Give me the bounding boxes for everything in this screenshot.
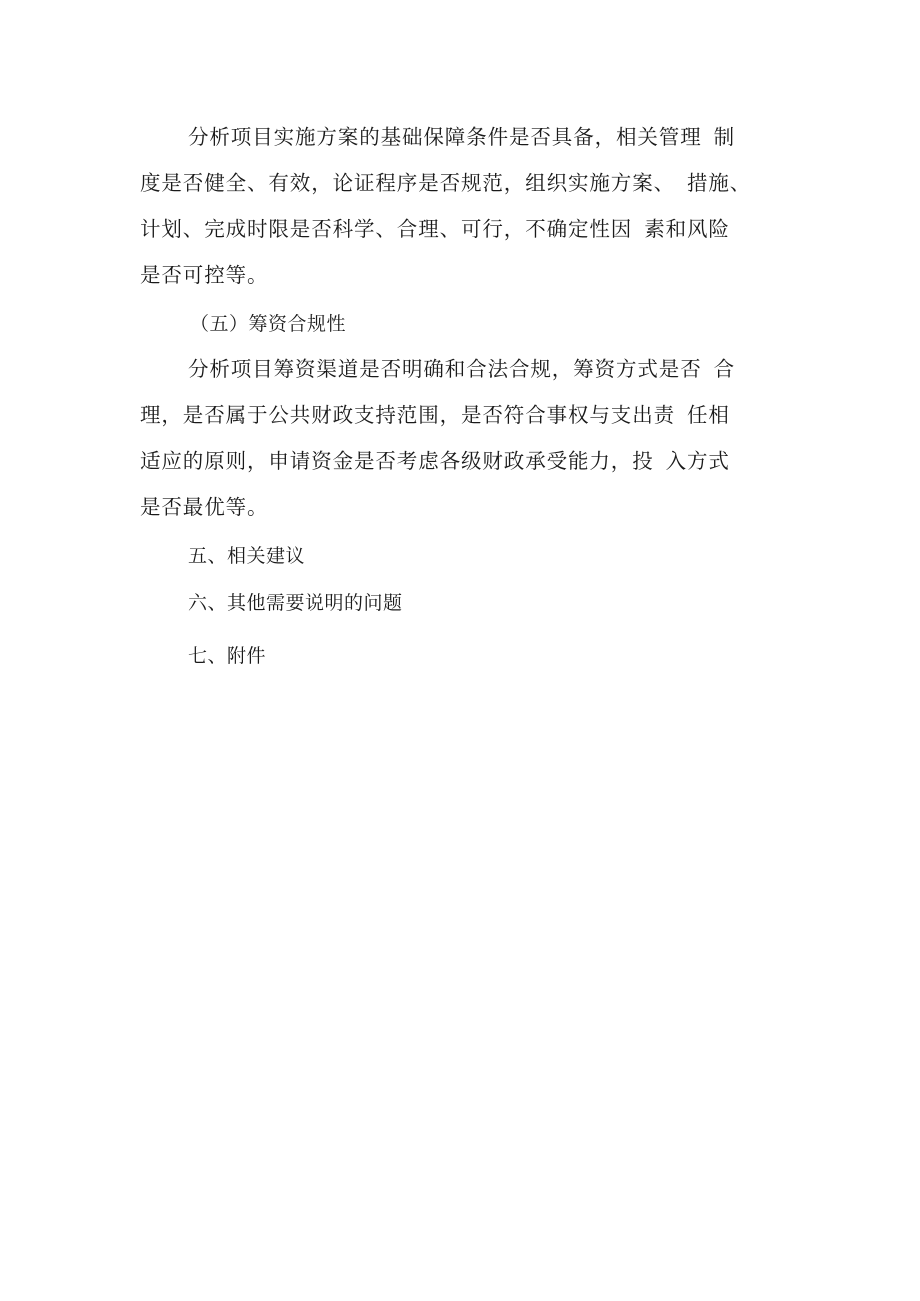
paragraph-line — [140, 213, 800, 245]
paragraph-line — [140, 167, 800, 199]
heading-related-suggestions: 五、相关建议 — [188, 545, 306, 567]
text-segment: 任相 — [687, 403, 730, 427]
paragraph-line — [140, 445, 800, 477]
heading-attachments: 七、附件 — [188, 645, 267, 667]
text-segment: 措施、 — [687, 171, 752, 195]
text-segment: 素和风险 — [644, 217, 730, 241]
paragraph-line — [140, 491, 800, 523]
text-segment: 适应的原则，申请资金是否考虑各级财政承受能力，投 — [140, 449, 654, 473]
text-segment: 分析项目筹资渠道是否明确和合法合规，筹资方式是否 — [188, 357, 702, 381]
paragraph-line — [140, 399, 800, 431]
text-segment: 度是否健全、有效，论证程序是否规范，组织实施方案、 — [140, 171, 675, 195]
paragraph-line — [140, 259, 800, 291]
text-segment: 制 — [713, 125, 736, 149]
paragraph-line — [188, 353, 800, 385]
text-segment: 分析项目实施方案的基础保障条件是否具备，相关管理 — [188, 125, 702, 149]
paragraph-line — [188, 121, 800, 153]
text-segment: 理，是否属于公共财政支持范围，是否符合事权与支出责 — [140, 403, 675, 427]
text-segment: 是否可控等。 — [140, 263, 269, 287]
text-segment: 合 — [713, 357, 736, 381]
text-segment: 是否最优等。 — [140, 495, 269, 519]
text-segment: 入方式 — [665, 449, 730, 473]
text-segment: 计划、完成时限是否科学、合理、可行，不确定性因 — [140, 217, 633, 241]
subheading-financing-compliance: （五）筹资合规性 — [190, 313, 347, 335]
heading-other-issues: 六、其他需要说明的问题 — [188, 592, 403, 614]
